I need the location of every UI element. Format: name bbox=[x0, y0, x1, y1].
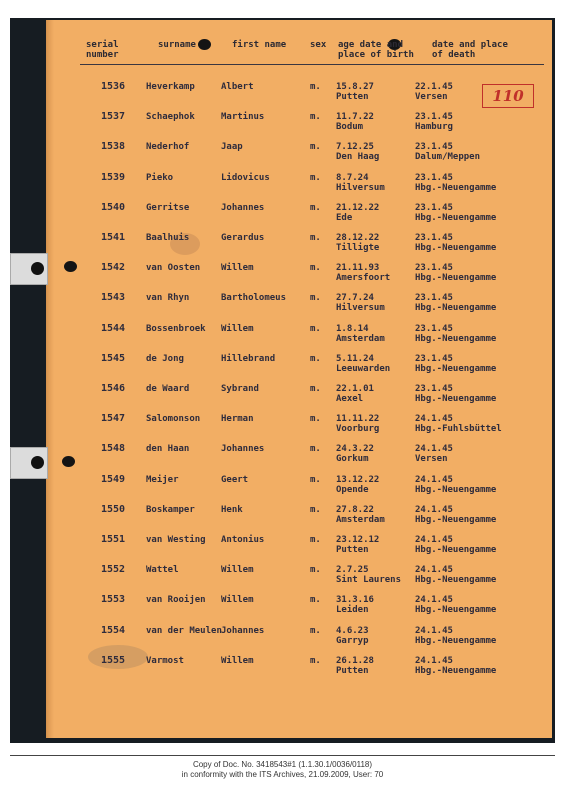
serial-number-cell: 1552 bbox=[101, 564, 126, 576]
death-place-cell: Hbg.-Neuengamme bbox=[415, 303, 497, 314]
first-name-cell: Willem bbox=[221, 263, 254, 274]
death-date-cell: 23.1.45 bbox=[415, 353, 453, 364]
table-row bbox=[0, 475, 565, 505]
birth-date-cell: 8.7.24 bbox=[336, 172, 369, 183]
death-place-cell: Dalum/Meppen bbox=[415, 152, 481, 163]
table-row bbox=[0, 444, 565, 474]
serial-number-cell: 1541 bbox=[101, 232, 126, 243]
sex-cell: m. bbox=[310, 414, 321, 425]
surname-cell: van Oosten bbox=[146, 263, 201, 274]
death-date-cell: 24.1.45 bbox=[415, 414, 453, 425]
death-date-cell: 24.1.45 bbox=[415, 655, 453, 666]
surname-cell: den Haan bbox=[146, 444, 190, 455]
serial-number-cell: 1537 bbox=[101, 111, 126, 123]
death-date-cell: 23.1.45 bbox=[415, 384, 453, 394]
surname-cell: de Jong bbox=[146, 353, 184, 364]
birth-place-cell: Hilversum bbox=[336, 182, 385, 193]
birth-date-cell: 11.11.22 bbox=[336, 414, 380, 425]
sex-cell: m. bbox=[310, 504, 321, 515]
sex-cell: m. bbox=[310, 112, 321, 123]
death-place-cell: Hbg.-Neuengamme bbox=[415, 635, 497, 646]
death-place-cell: Versen bbox=[415, 92, 448, 102]
serial-number-cell: 1545 bbox=[101, 352, 126, 364]
table-row bbox=[0, 173, 565, 203]
table-row bbox=[0, 656, 565, 686]
death-place-cell: Hbg.-Neuengamme bbox=[415, 545, 497, 555]
death-place-cell: Hbg.-Neuengamme bbox=[415, 665, 497, 676]
death-date-cell: 23.1.45 bbox=[415, 323, 453, 334]
birth-date-cell: 31.3.16 bbox=[336, 595, 374, 606]
first-name-cell: Johannes bbox=[221, 202, 265, 213]
surname-cell: Heverkamp bbox=[146, 82, 195, 92]
serial-number-cell: 1536 bbox=[101, 81, 126, 92]
birth-place-cell: Opende bbox=[336, 484, 369, 495]
death-place-cell: Hbg.-Neuengamme bbox=[415, 605, 497, 616]
surname-cell: Gerritse bbox=[146, 202, 190, 213]
serial-number-cell: 1543 bbox=[101, 292, 126, 304]
surname-cell: van Rhyn bbox=[146, 293, 190, 304]
header-serial-number: serial number bbox=[86, 40, 119, 60]
sex-cell: m. bbox=[310, 535, 321, 545]
birth-place-cell: Tilligte bbox=[336, 243, 380, 253]
serial-number-cell: 1542 bbox=[101, 262, 126, 274]
footer-line-2: in conformity with the ITS Archives, 21.09.2009, User: 70 bbox=[181, 770, 384, 779]
header-first-name: first name bbox=[232, 40, 287, 50]
birth-date-cell: 13.12.22 bbox=[336, 474, 380, 485]
birth-place-cell: Amsterdam bbox=[336, 514, 385, 525]
death-date-cell: 24.1.45 bbox=[415, 535, 453, 545]
death-date-cell: 23.1.45 bbox=[415, 172, 453, 183]
table-row bbox=[0, 82, 565, 112]
birth-place-cell: Amersfoort bbox=[336, 273, 391, 284]
death-date-cell: 22.1.45 bbox=[415, 82, 453, 92]
sex-cell: m. bbox=[310, 202, 321, 213]
surname-cell: van der Meulen bbox=[146, 625, 222, 636]
punch-hole-icon bbox=[198, 39, 211, 50]
death-date-cell: 24.1.45 bbox=[415, 595, 453, 606]
table-row bbox=[0, 384, 565, 414]
first-name-cell: Lidovicus bbox=[221, 172, 270, 183]
first-name-cell: Willem bbox=[221, 595, 254, 606]
birth-place-cell: Putten bbox=[336, 665, 369, 676]
birth-date-cell: 2.7.25 bbox=[336, 565, 369, 576]
birth-date-cell: 26.1.28 bbox=[336, 655, 374, 666]
sex-cell: m. bbox=[310, 655, 321, 666]
sex-cell: m. bbox=[310, 444, 321, 455]
surname-cell: Salomonson bbox=[146, 414, 201, 425]
first-name-cell: Albert bbox=[221, 82, 254, 92]
death-place-cell: Hamburg bbox=[415, 122, 453, 133]
death-place-cell: Hbg.-Neuengamme bbox=[415, 363, 497, 374]
header-sex: sex bbox=[310, 40, 327, 50]
serial-number-cell: 1549 bbox=[101, 473, 126, 485]
serial-number-cell: 1551 bbox=[101, 534, 126, 545]
death-date-cell: 23.1.45 bbox=[415, 202, 453, 213]
death-place-cell: Hbg.-Neuengamme bbox=[415, 273, 497, 284]
death-date-cell: 24.1.45 bbox=[415, 504, 453, 515]
death-date-cell: 23.1.45 bbox=[415, 112, 453, 123]
sex-cell: m. bbox=[310, 82, 321, 92]
death-place-cell: Hbg.-Neuengamme bbox=[415, 394, 497, 404]
table-row bbox=[0, 324, 565, 354]
surname-cell: Varmost bbox=[146, 655, 184, 666]
table-row bbox=[0, 233, 565, 263]
birth-date-cell: 21.11.93 bbox=[336, 263, 380, 274]
death-place-cell: Hbg.-Neuengamme bbox=[415, 243, 497, 253]
surname-cell: Nederhof bbox=[146, 142, 190, 153]
death-date-cell: 23.1.45 bbox=[415, 263, 453, 274]
table-row bbox=[0, 535, 565, 565]
birth-place-cell: Leiden bbox=[336, 605, 369, 616]
first-name-cell: Willem bbox=[221, 565, 254, 576]
birth-date-cell: 7.12.25 bbox=[336, 142, 374, 153]
birth-date-cell: 21.12.22 bbox=[336, 202, 380, 213]
serial-number-cell: 1550 bbox=[101, 503, 126, 515]
first-name-cell: Johannes bbox=[221, 625, 265, 636]
first-name-cell: Herman bbox=[221, 414, 254, 425]
birth-place-cell: Aexel bbox=[336, 394, 364, 404]
death-date-cell: 24.1.45 bbox=[415, 625, 453, 636]
birth-place-cell: Hilversum bbox=[336, 303, 385, 314]
table-row bbox=[0, 505, 565, 535]
serial-number-cell: 1555 bbox=[101, 654, 126, 666]
sex-cell: m. bbox=[310, 263, 321, 274]
first-name-cell: Martinus bbox=[221, 112, 265, 123]
sex-cell: m. bbox=[310, 142, 321, 153]
surname-cell: van Rooijen bbox=[146, 595, 206, 606]
first-name-cell: Sybrand bbox=[221, 384, 259, 394]
table-row bbox=[0, 112, 565, 142]
first-name-cell: Antonius bbox=[221, 535, 265, 545]
sex-cell: m. bbox=[310, 565, 321, 576]
serial-number-cell: 1548 bbox=[101, 443, 126, 455]
death-place-cell: Hbg.-Fuhlsbüttel bbox=[415, 424, 502, 435]
serial-number-cell: 1547 bbox=[101, 413, 126, 425]
footer-divider bbox=[10, 755, 555, 756]
header-surname: surname bbox=[158, 40, 196, 50]
surname-cell: Pieko bbox=[146, 172, 174, 183]
serial-number-cell: 1546 bbox=[101, 383, 126, 394]
table-row bbox=[0, 626, 565, 656]
birth-place-cell: Den Haag bbox=[336, 152, 380, 163]
death-place-cell: Hbg.-Neuengamme bbox=[415, 514, 497, 525]
surname-cell: Schaephok bbox=[146, 112, 195, 123]
death-place-cell: Hbg.-Neuengamme bbox=[415, 182, 497, 193]
birth-date-cell: 28.12.22 bbox=[336, 233, 380, 243]
birth-place-cell: Bodum bbox=[336, 122, 364, 133]
table-row bbox=[0, 263, 565, 293]
serial-number-cell: 1540 bbox=[101, 201, 126, 213]
surname-cell: van Westing bbox=[146, 535, 206, 545]
header-birth: age date and place of birth bbox=[338, 40, 414, 60]
sex-cell: m. bbox=[310, 353, 321, 364]
first-name-cell: Hillebrand bbox=[221, 353, 276, 364]
birth-place-cell: Leeuwarden bbox=[336, 363, 391, 374]
first-name-cell: Bartholomeus bbox=[221, 293, 287, 304]
birth-place-cell: Gorkum bbox=[336, 454, 369, 465]
death-date-cell: 23.1.45 bbox=[415, 142, 453, 153]
death-place-cell: Hbg.-Neuengamme bbox=[415, 333, 497, 344]
surname-cell: Bossenbroek bbox=[146, 323, 206, 334]
birth-date-cell: 27.7.24 bbox=[336, 293, 374, 304]
surname-cell: Meijer bbox=[146, 474, 179, 485]
sex-cell: m. bbox=[310, 293, 321, 304]
death-place-cell: Versen bbox=[415, 454, 448, 465]
birth-place-cell: Ede bbox=[336, 212, 353, 223]
serial-number-cell: 1539 bbox=[101, 171, 126, 183]
birth-place-cell: Amsterdam bbox=[336, 333, 385, 344]
table-row bbox=[0, 595, 565, 625]
death-date-cell: 23.1.45 bbox=[415, 293, 453, 304]
serial-number-cell: 1538 bbox=[101, 141, 126, 153]
table-row bbox=[0, 142, 565, 172]
birth-date-cell: 15.8.27 bbox=[336, 82, 374, 92]
first-name-cell: Henk bbox=[221, 504, 243, 515]
birth-place-cell: Sint Laurens bbox=[336, 575, 402, 586]
sex-cell: m. bbox=[310, 323, 321, 334]
serial-number-cell: 1554 bbox=[101, 624, 126, 636]
surname-cell: Boskamper bbox=[146, 504, 195, 515]
death-place-cell: Hbg.-Neuengamme bbox=[415, 575, 497, 586]
first-name-cell: Johannes bbox=[221, 444, 265, 455]
surname-cell: Baalhuis bbox=[146, 233, 190, 243]
birth-date-cell: 24.3.22 bbox=[336, 444, 374, 455]
table-row bbox=[0, 293, 565, 323]
surname-cell: Wattel bbox=[146, 565, 179, 576]
first-name-cell: Jaap bbox=[221, 142, 243, 153]
first-name-cell: Willem bbox=[221, 323, 254, 334]
header-death: date and place of death bbox=[432, 40, 508, 60]
birth-date-cell: 5.11.24 bbox=[336, 353, 374, 364]
table-row bbox=[0, 354, 565, 384]
sex-cell: m. bbox=[310, 625, 321, 636]
death-date-cell: 23.1.45 bbox=[415, 233, 453, 243]
table-row bbox=[0, 414, 565, 444]
sex-cell: m. bbox=[310, 595, 321, 606]
birth-date-cell: 1.8.14 bbox=[336, 323, 369, 334]
first-name-cell: Geert bbox=[221, 474, 249, 485]
death-date-cell: 24.1.45 bbox=[415, 474, 453, 485]
death-place-cell: Hbg.-Neuengamme bbox=[415, 484, 497, 495]
birth-place-cell: Putten bbox=[336, 92, 369, 102]
serial-number-cell: 1553 bbox=[101, 594, 126, 606]
sex-cell: m. bbox=[310, 474, 321, 485]
surname-cell: de Waard bbox=[146, 384, 190, 394]
birth-date-cell: 4.6.23 bbox=[336, 625, 369, 636]
death-place-cell: Hbg.-Neuengamme bbox=[415, 212, 497, 223]
birth-date-cell: 23.12.12 bbox=[336, 535, 380, 545]
footer-line-1: Copy of Doc. No. 3418543#1 (1.1.30.1/0036/0118) bbox=[192, 760, 373, 769]
table-row bbox=[0, 565, 565, 595]
birth-date-cell: 11.7.22 bbox=[336, 112, 374, 123]
birth-place-cell: Voorburg bbox=[336, 424, 380, 435]
table-row bbox=[0, 203, 565, 233]
death-date-cell: 24.1.45 bbox=[415, 444, 453, 455]
first-name-cell: Gerardus bbox=[221, 233, 265, 243]
birth-date-cell: 27.8.22 bbox=[336, 504, 374, 515]
first-name-cell: Willem bbox=[221, 655, 254, 666]
birth-place-cell: Putten bbox=[336, 545, 369, 555]
handwritten-annotation: 110 bbox=[482, 84, 534, 108]
sex-cell: m. bbox=[310, 384, 321, 394]
death-date-cell: 24.1.45 bbox=[415, 565, 453, 576]
birth-date-cell: 22.1.01 bbox=[336, 384, 374, 394]
header-underline bbox=[80, 64, 544, 65]
serial-number-cell: 1544 bbox=[101, 322, 126, 334]
birth-place-cell: Garryp bbox=[336, 635, 369, 646]
sex-cell: m. bbox=[310, 172, 321, 183]
sex-cell: m. bbox=[310, 233, 321, 243]
